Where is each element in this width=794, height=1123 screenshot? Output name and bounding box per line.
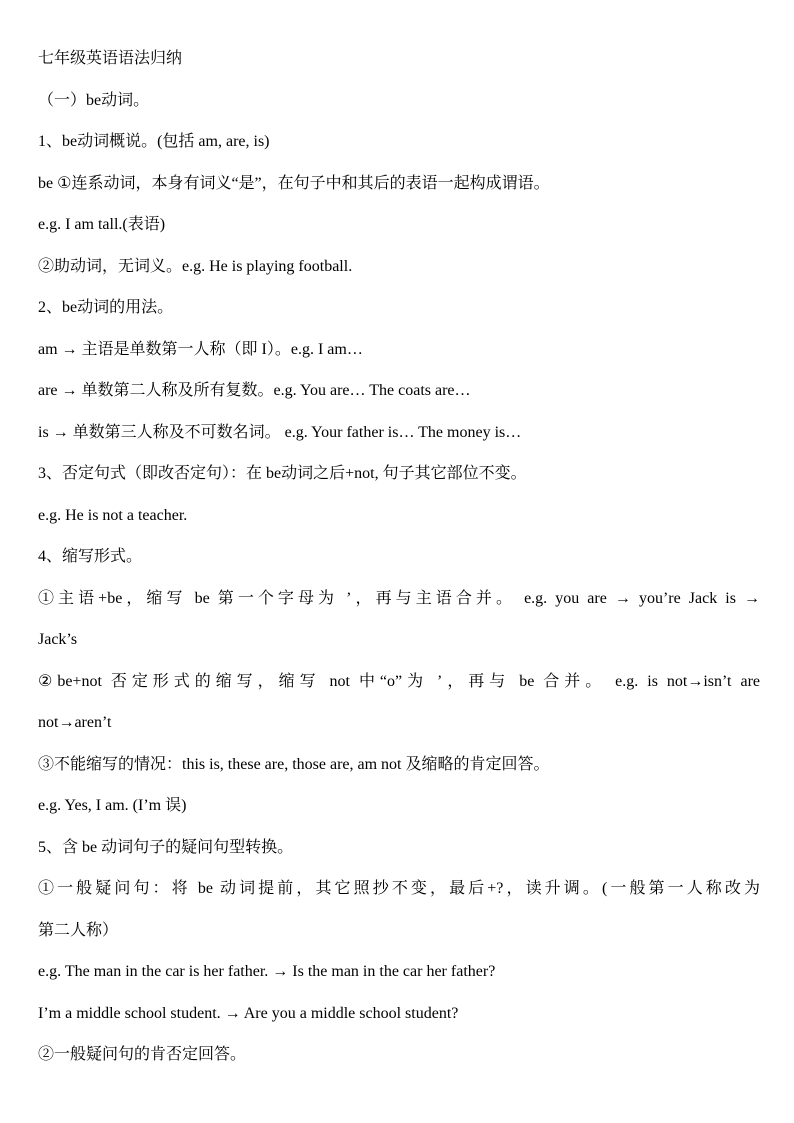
paragraph-continuation: 第二人称）: [38, 921, 119, 939]
usage-is: is → 单数第三人称及不可数名词。 e.g. Your father is… The money is…: [38, 423, 522, 441]
paragraph-continuation: Jack’s: [38, 631, 78, 648]
example-line: I’m a middle school student. → Are you a middle school student?: [38, 1004, 459, 1022]
paragraph-continuation: not→aren’t: [38, 714, 112, 731]
subheading-question-conversion: 5、含 be 动词句子的疑问句型转换。: [38, 838, 294, 856]
example-line: e.g. He is not a teacher.: [38, 506, 188, 524]
document-page: [38, 48, 760, 1086]
paragraph-general-question: ①一般疑问句：将 be 动词提前，其它照抄不变，最后+?，读升调。(一般第一人称改为: [38, 880, 760, 897]
paragraph-question-answers: ②一般疑问句的肯否定回答。: [38, 1046, 247, 1063]
paragraph-be-not-contraction: ②be+not 否定形式的缩写，缩写 not 中“o”为 ’，再与 be 合并。 e.g. is not→isn’t are: [38, 672, 760, 690]
paragraph-no-contraction: ③不能缩写的情况：this is, these are, those are, am not 及缩略的肯定回答。: [38, 755, 550, 773]
subheading-usage: 2、be动词的用法。: [38, 299, 174, 316]
usage-am: am → 主语是单数第一人称（即 I）。e.g. I am…: [38, 340, 363, 358]
paragraph-linking-verb: be ①连系动词，本身有词义“是”，在句子中和其后的表语一起构成谓语。: [38, 174, 550, 192]
paragraph-auxiliary-verb: ②助动词，无词义。e.g. He is playing football.: [38, 257, 353, 275]
subheading-overview: 1、be动词概说。(包括 am, are, is): [38, 133, 270, 150]
subheading-negative: 3、否定句式（即改否定句）：在 be动词之后+not, 句子其它部位不变。: [38, 465, 527, 482]
document-title: 七年级英语语法归纳: [38, 50, 183, 67]
example-line: e.g. I am tall.(表语): [38, 216, 166, 233]
section-heading-be-verb: （一）be动词。: [38, 91, 150, 109]
example-line: e.g. Yes, I am. (I’m 误): [38, 797, 187, 814]
paragraph-subject-be-contraction: ①主语+be，缩写 be 第一个字母为 ’，再与主语合并。 e.g. you are → you’re Jack is →: [38, 589, 760, 607]
example-line: e.g. The man in the car is her father. → Is the man in the car her father?: [38, 963, 496, 980]
usage-are: are → 单数第二人称及所有复数。e.g. You are… The coats are…: [38, 382, 471, 399]
subheading-contractions: 4、缩写形式。: [38, 548, 143, 565]
